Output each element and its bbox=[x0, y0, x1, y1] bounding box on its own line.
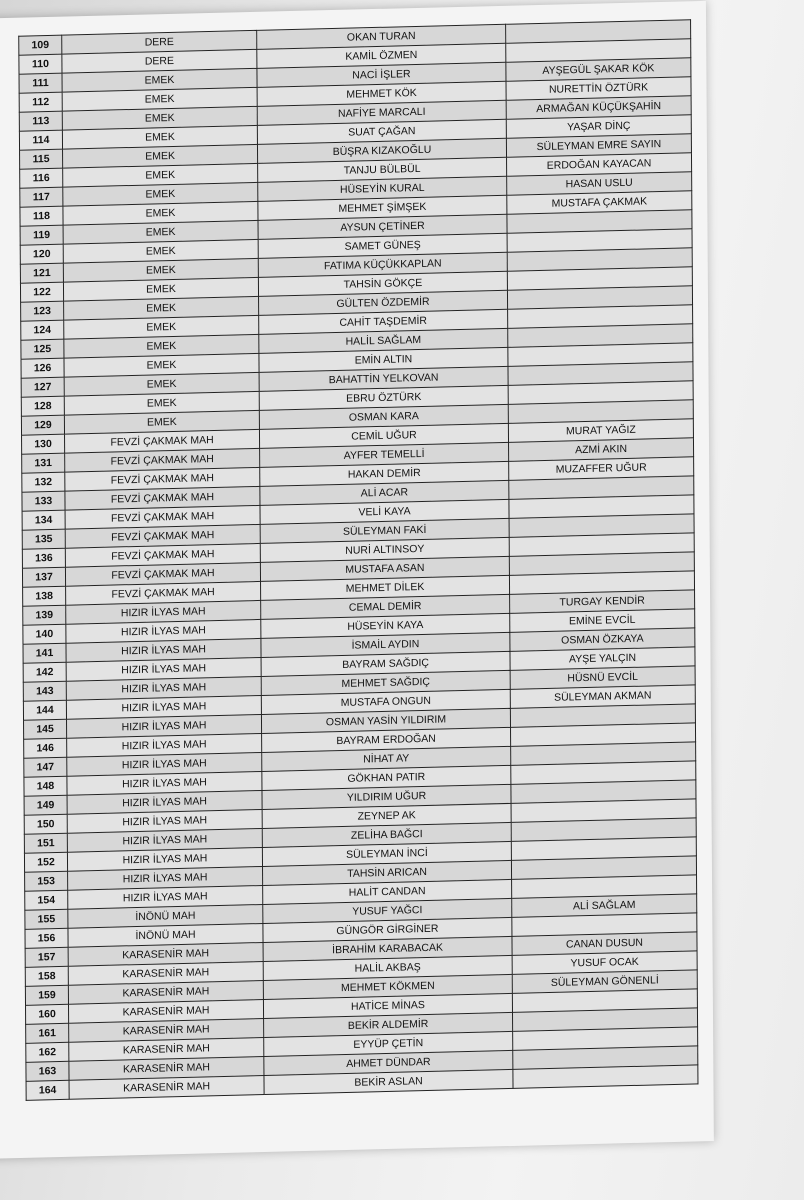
neighborhood-cell: EMEK bbox=[62, 87, 257, 111]
row-number: 135 bbox=[22, 529, 65, 549]
neighborhood-cell: EMEK bbox=[62, 68, 257, 92]
row-number: 159 bbox=[25, 985, 68, 1005]
row-number: 122 bbox=[20, 282, 63, 302]
neighborhood-cell: HIZIR İLYAS MAH bbox=[66, 676, 261, 700]
row-number: 157 bbox=[25, 947, 68, 967]
row-number: 145 bbox=[24, 719, 67, 739]
neighborhood-cell: HIZIR İLYAS MAH bbox=[67, 752, 262, 776]
neighborhood-cell: FEVZİ ÇAKMAK MAH bbox=[65, 486, 260, 510]
row-number: 116 bbox=[20, 168, 63, 188]
extra-name-cell: YAŞAR DİNÇ bbox=[506, 115, 691, 139]
extra-name-cell: SÜLEYMAN AKMAN bbox=[510, 685, 695, 709]
name-cell: MEHMET KÖKMEN bbox=[263, 974, 512, 999]
neighborhood-cell: EMEK bbox=[64, 410, 259, 434]
neighborhood-cell: EMEK bbox=[63, 239, 258, 263]
name-cell: İBRAHİM KARABACAK bbox=[263, 936, 512, 961]
neighborhood-cell: İNÖNÜ MAH bbox=[68, 904, 263, 928]
extra-name-cell: HASAN USLU bbox=[507, 172, 692, 196]
extra-name-cell: AYŞE YALÇIN bbox=[510, 647, 695, 671]
neighborhood-cell: KARASENİR MAH bbox=[68, 961, 263, 985]
name-cell: HATİCE MİNAS bbox=[263, 993, 512, 1018]
extra-name-cell: ERDOĞAN KAYACAN bbox=[507, 153, 692, 177]
name-cell: HÜSEYİN KAYA bbox=[261, 613, 510, 638]
neighborhood-cell: EMEK bbox=[62, 106, 257, 130]
row-number: 144 bbox=[23, 700, 66, 720]
extra-name-cell bbox=[513, 1065, 698, 1089]
row-number: 158 bbox=[25, 966, 68, 986]
row-number: 134 bbox=[22, 510, 65, 530]
row-number: 151 bbox=[24, 833, 67, 853]
neighborhood-cell: KARASENİR MAH bbox=[68, 942, 263, 966]
name-cell: TANJU BÜLBÜL bbox=[258, 157, 507, 182]
row-number: 156 bbox=[25, 928, 68, 948]
row-number: 127 bbox=[21, 377, 64, 397]
name-cell: NAFİYE MARCALI bbox=[257, 100, 506, 125]
name-cell: OSMAN KARA bbox=[259, 404, 508, 429]
row-number: 138 bbox=[23, 586, 66, 606]
name-cell: OKAN TURAN bbox=[257, 24, 506, 49]
name-cell: AYSUN ÇETİNER bbox=[258, 214, 507, 239]
document-page bbox=[0, 1, 714, 1159]
neighborhood-cell: HIZIR İLYAS MAH bbox=[66, 695, 261, 719]
extra-name-cell: AYŞEGÜL ŞAKAR KÖK bbox=[506, 58, 691, 82]
name-cell: BEKİR ALDEMİR bbox=[264, 1012, 513, 1037]
neighborhood-cell: HIZIR İLYAS MAH bbox=[66, 600, 261, 624]
neighborhood-cell: HIZIR İLYAS MAH bbox=[67, 790, 262, 814]
neighborhood-cell: HIZIR İLYAS MAH bbox=[67, 828, 262, 852]
neighborhood-cell: FEVZİ ÇAKMAK MAH bbox=[65, 524, 260, 548]
neighborhood-cell: HIZIR İLYAS MAH bbox=[67, 809, 262, 833]
name-cell: BAHATTİN YELKOVAN bbox=[259, 366, 508, 391]
neighborhood-cell: EMEK bbox=[63, 144, 258, 168]
name-cell: HALİT CANDAN bbox=[263, 879, 512, 904]
neighborhood-cell: EMEK bbox=[63, 220, 258, 244]
name-cell: CEMİL UĞUR bbox=[259, 423, 508, 448]
row-number: 115 bbox=[20, 149, 63, 169]
name-cell: NURİ ALTINSOY bbox=[260, 537, 509, 562]
name-cell: HAKAN DEMİR bbox=[260, 461, 509, 486]
neighborhood-cell: HIZIR İLYAS MAH bbox=[68, 885, 263, 909]
row-number: 162 bbox=[26, 1042, 69, 1062]
extra-name-cell: EMİNE EVCİL bbox=[510, 609, 695, 633]
neighborhood-cell: FEVZİ ÇAKMAK MAH bbox=[65, 448, 260, 472]
row-number: 111 bbox=[19, 73, 62, 93]
row-number: 142 bbox=[23, 662, 66, 682]
extra-name-cell: AZMİ AKIN bbox=[509, 438, 694, 462]
neighborhood-cell: KARASENİR MAH bbox=[69, 1038, 264, 1062]
neighborhood-cell: DERE bbox=[62, 30, 257, 54]
neighborhood-cell: EMEK bbox=[63, 201, 258, 225]
name-cell: BAYRAM ERDOĞAN bbox=[262, 727, 511, 752]
neighborhood-cell: HIZIR İLYAS MAH bbox=[66, 657, 261, 681]
neighborhood-cell: KARASENİR MAH bbox=[68, 999, 263, 1023]
row-number: 124 bbox=[21, 320, 64, 340]
extra-name-cell: OSMAN ÖZKAYA bbox=[510, 628, 695, 652]
name-cell: EYYÜP ÇETİN bbox=[264, 1031, 513, 1056]
row-number: 140 bbox=[23, 624, 66, 644]
row-number: 136 bbox=[22, 548, 65, 568]
extra-name-cell: MUSTAFA ÇAKMAK bbox=[507, 191, 692, 215]
name-cell: CEMAL DEMİR bbox=[261, 594, 510, 619]
neighborhood-cell: EMEK bbox=[64, 372, 259, 396]
neighborhood-cell: HIZIR İLYAS MAH bbox=[67, 847, 262, 871]
neighborhood-cell: EMEK bbox=[64, 334, 259, 358]
extra-name-cell: YUSUF OCAK bbox=[512, 951, 697, 975]
row-number: 128 bbox=[21, 396, 64, 416]
row-number: 131 bbox=[22, 453, 65, 473]
name-cell: AYFER TEMELLİ bbox=[260, 442, 509, 467]
name-cell: EMİN ALTIN bbox=[259, 347, 508, 372]
neighborhood-cell: EMEK bbox=[64, 315, 259, 339]
name-cell: BÜŞRA KIZAKOĞLU bbox=[257, 138, 506, 163]
neighborhood-cell: KARASENİR MAH bbox=[69, 1057, 264, 1081]
row-number: 132 bbox=[22, 472, 65, 492]
name-cell: ZEYNEP AK bbox=[262, 803, 511, 828]
neighborhood-cell: EMEK bbox=[64, 353, 259, 377]
name-cell: NACİ İŞLER bbox=[257, 62, 506, 87]
name-cell: VELİ KAYA bbox=[260, 499, 509, 524]
neighborhood-cell: EMEK bbox=[63, 277, 258, 301]
neighborhood-cell: KARASENİR MAH bbox=[69, 1018, 264, 1042]
name-cell: MEHMET ŞİMŞEK bbox=[258, 195, 507, 220]
neighborhood-cell: DERE bbox=[62, 49, 257, 73]
name-cell: SÜLEYMAN FAKİ bbox=[260, 518, 509, 543]
row-number: 152 bbox=[24, 852, 67, 872]
extra-name-cell: CANAN DUSUN bbox=[512, 932, 697, 956]
extra-name-cell: ALİ SAĞLAM bbox=[512, 894, 697, 918]
row-number: 137 bbox=[22, 567, 65, 587]
name-cell: BAYRAM SAĞDIÇ bbox=[261, 651, 510, 676]
row-number: 117 bbox=[20, 187, 63, 207]
table-body bbox=[19, 20, 698, 1101]
name-cell: GÜNGÖR GİRGİNER bbox=[263, 917, 512, 942]
neighborhood-cell: EMEK bbox=[62, 125, 257, 149]
extra-name-cell: SÜLEYMAN GÖNENLİ bbox=[512, 970, 697, 994]
name-cell: HALİL AKBAŞ bbox=[263, 955, 512, 980]
row-number: 149 bbox=[24, 795, 67, 815]
extra-name-cell: NURETTİN ÖZTÜRK bbox=[506, 77, 691, 101]
row-number: 113 bbox=[19, 111, 62, 131]
name-cell: MUSTAFA ASAN bbox=[260, 556, 509, 581]
name-cell: SAMET GÜNEŞ bbox=[258, 233, 507, 258]
row-number: 110 bbox=[19, 54, 62, 74]
row-number: 143 bbox=[23, 681, 66, 701]
name-cell: TAHSİN GÖKÇE bbox=[258, 271, 507, 296]
extra-name-cell: TURGAY KENDİR bbox=[510, 590, 695, 614]
name-cell: TAHSİN ARICAN bbox=[263, 860, 512, 885]
neighborhood-cell: İNÖNÜ MAH bbox=[68, 923, 263, 947]
neighborhood-cell: HIZIR İLYAS MAH bbox=[67, 771, 262, 795]
row-number: 154 bbox=[25, 890, 68, 910]
neighborhood-cell: HIZIR İLYAS MAH bbox=[66, 619, 261, 643]
row-number: 163 bbox=[26, 1061, 69, 1081]
name-cell: HALİL SAĞLAM bbox=[259, 328, 508, 353]
extra-name-cell: MURAT YAĞIZ bbox=[508, 419, 693, 443]
name-cell: CAHİT TAŞDEMİR bbox=[259, 309, 508, 334]
neighborhood-cell: EMEK bbox=[64, 296, 259, 320]
row-number: 161 bbox=[26, 1023, 69, 1043]
row-number: 130 bbox=[22, 434, 65, 454]
row-number: 155 bbox=[25, 909, 68, 929]
name-cell: SÜLEYMAN İNCİ bbox=[262, 841, 511, 866]
name-cell: AHMET DÜNDAR bbox=[264, 1050, 513, 1075]
name-cell: YILDIRIM UĞUR bbox=[262, 784, 511, 809]
name-cell: MEHMET DİLEK bbox=[261, 575, 510, 600]
neighborhood-cell: EMEK bbox=[63, 258, 258, 282]
row-number: 114 bbox=[19, 130, 62, 150]
neighborhood-cell: FEVZİ ÇAKMAK MAH bbox=[66, 581, 261, 605]
row-number: 121 bbox=[20, 263, 63, 283]
extra-name-cell: HÜSNÜ EVCİL bbox=[510, 666, 695, 690]
row-number: 120 bbox=[20, 244, 63, 264]
name-cell: YUSUF YAĞCI bbox=[263, 898, 512, 923]
neighborhood-cell: EMEK bbox=[63, 182, 258, 206]
neighborhood-cell: KARASENİR MAH bbox=[68, 980, 263, 1004]
neighborhood-cell: FEVZİ ÇAKMAK MAH bbox=[65, 467, 260, 491]
neighborhood-cell: EMEK bbox=[64, 391, 259, 415]
extra-name-cell: ARMAĞAN KÜÇÜKŞAHİN bbox=[506, 96, 691, 120]
name-cell: MUSTAFA ONGUN bbox=[261, 689, 510, 714]
neighborhood-cell: FEVZİ ÇAKMAK MAH bbox=[65, 543, 260, 567]
row-number: 112 bbox=[19, 92, 62, 112]
row-number: 164 bbox=[26, 1080, 69, 1100]
name-cell: MEHMET SAĞDIÇ bbox=[261, 670, 510, 695]
neighborhood-cell: EMEK bbox=[63, 163, 258, 187]
row-number: 153 bbox=[25, 871, 68, 891]
neighborhood-cell: FEVZİ ÇAKMAK MAH bbox=[65, 562, 260, 586]
row-number: 139 bbox=[23, 605, 66, 625]
extra-name-cell: SÜLEYMAN EMRE SAYIN bbox=[506, 134, 691, 158]
row-number: 129 bbox=[21, 415, 64, 435]
neighborhood-cell: HIZIR İLYAS MAH bbox=[67, 714, 262, 738]
candidate-table bbox=[18, 19, 698, 1101]
name-cell: KAMİL ÖZMEN bbox=[257, 43, 506, 68]
name-cell: ZELİHA BAĞCI bbox=[262, 822, 511, 847]
row-number: 125 bbox=[21, 339, 64, 359]
name-cell: OSMAN YASİN YILDIRIM bbox=[261, 708, 510, 733]
row-number: 148 bbox=[24, 776, 67, 796]
row-number: 147 bbox=[24, 757, 67, 777]
name-cell: ALİ ACAR bbox=[260, 480, 509, 505]
neighborhood-cell: HIZIR İLYAS MAH bbox=[68, 866, 263, 890]
name-cell: MEHMET KÖK bbox=[257, 81, 506, 106]
row-number: 126 bbox=[21, 358, 64, 378]
neighborhood-cell: HIZIR İLYAS MAH bbox=[67, 733, 262, 757]
row-number: 150 bbox=[24, 814, 67, 834]
row-number: 141 bbox=[23, 643, 66, 663]
row-number: 119 bbox=[20, 225, 63, 245]
name-cell: SUAT ÇAĞAN bbox=[257, 119, 506, 144]
name-cell: EBRU ÖZTÜRK bbox=[259, 385, 508, 410]
neighborhood-cell: KARASENİR MAH bbox=[69, 1076, 264, 1100]
row-number: 118 bbox=[20, 206, 63, 226]
neighborhood-cell: FEVZİ ÇAKMAK MAH bbox=[65, 505, 260, 529]
row-number: 146 bbox=[24, 738, 67, 758]
row-number: 123 bbox=[21, 301, 64, 321]
neighborhood-cell: HIZIR İLYAS MAH bbox=[66, 638, 261, 662]
row-number: 109 bbox=[19, 35, 62, 55]
row-number: 133 bbox=[22, 491, 65, 511]
name-cell: GÜLTEN ÖZDEMİR bbox=[259, 290, 508, 315]
name-cell: NİHAT AY bbox=[262, 746, 511, 771]
extra-name-cell: MUZAFFER UĞUR bbox=[509, 457, 694, 481]
row-number: 160 bbox=[26, 1004, 69, 1024]
name-cell: HÜSEYİN KURAL bbox=[258, 176, 507, 201]
name-cell: FATIMA KÜÇÜKKAPLAN bbox=[258, 252, 507, 277]
name-cell: İSMAİL AYDIN bbox=[261, 632, 510, 657]
name-cell: GÖKHAN PATIR bbox=[262, 765, 511, 790]
neighborhood-cell: FEVZİ ÇAKMAK MAH bbox=[65, 429, 260, 453]
name-cell: BEKİR ASLAN bbox=[264, 1069, 513, 1094]
